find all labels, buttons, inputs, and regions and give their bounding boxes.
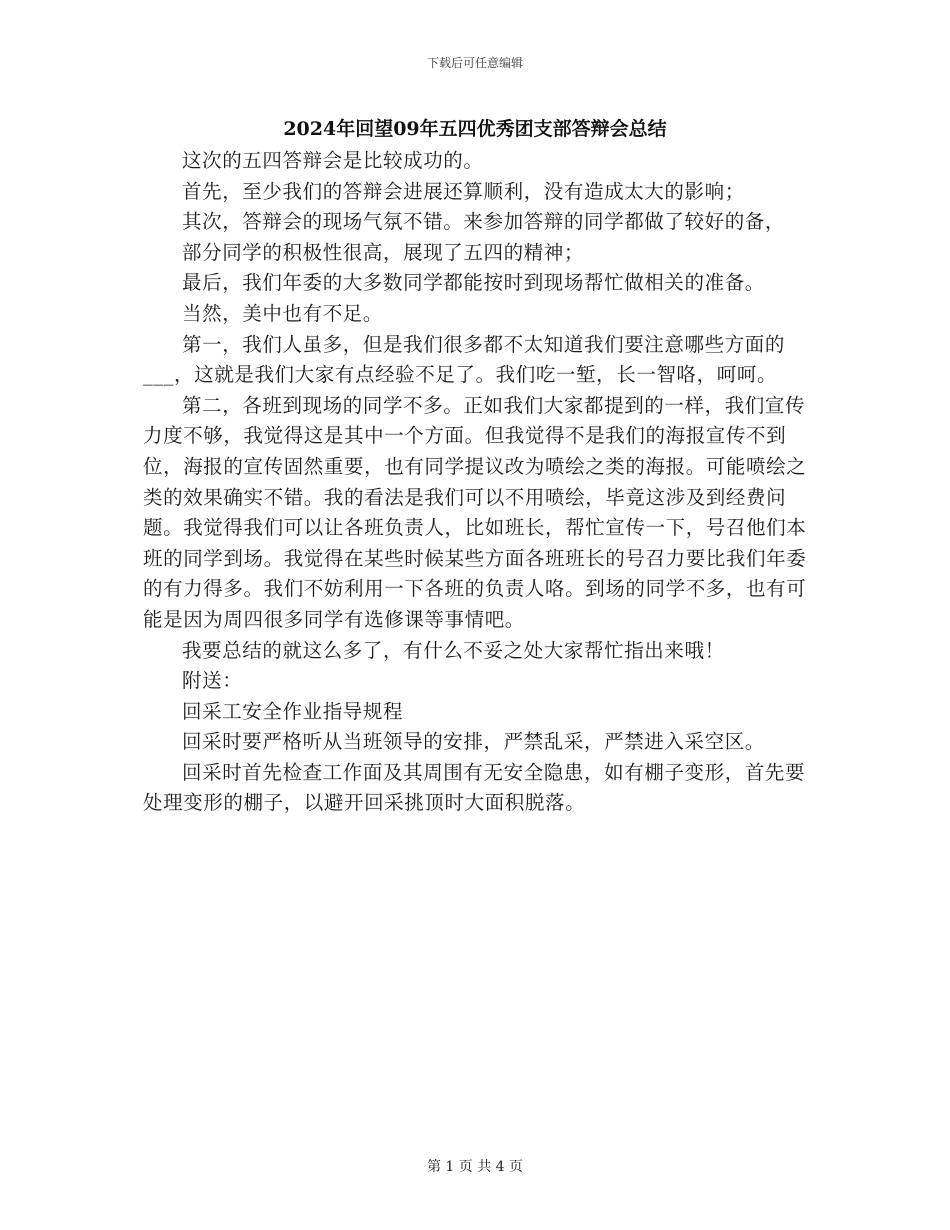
paragraph: 第二，各班到现场的同学不多。正如我们大家都提到的一样，我们宣传力度不够，我觉得这是其中一个方面。但我觉得不是我们的海报宣传不到位，海报的宣传固然重要，也有同学提议改为喷绘之类的海报。可能喷绘之类的效果确实不错。我的看法是我们可以不用喷绘，毕竟这涉及到经费问题。我觉得我们可以让各班负责人，比如班长，帮忙宣传一下，号召他们本班的同学到场。我觉得在某些时候某些方面各班班长的号召力要比我们年委的有力得多。我们不妨利用一下各班的负责人咯。到场的同学不多，也有可能是因为周四很多同学有选修课等事情吧。 bbox=[143, 393, 807, 631]
paragraph: 部分同学的积极性很高，展现了五四的精神； bbox=[182, 240, 585, 264]
header-note: 下载后可任意编辑 bbox=[426, 56, 523, 70]
paragraph: 当然，美中也有不足。 bbox=[182, 301, 384, 325]
paragraph: 回采时首先检查工作面及其周围有无安全隐患，如有棚子变形，首先要处理变形的棚子，以避开回采挑顶时大面积脱落。 bbox=[143, 760, 806, 815]
paragraph: 首先，至少我们的答辩会进展还算顺利，没有造成太大的影响； bbox=[182, 179, 745, 203]
paragraph: 回采时要严格听从当班领导的安排，严禁乱采，严禁进入采空区。 bbox=[182, 730, 765, 754]
paragraph: 附送： bbox=[182, 669, 243, 693]
paragraph: 我要总结的就这么多了，有什么不妥之处大家帮忙指出来哦！ bbox=[182, 638, 725, 662]
paragraph: 回采工安全作业指导规程 bbox=[182, 699, 404, 723]
paragraph: 第一，我们人虽多，但是我们很多都不太知道我们要注意哪些方面的___，这就是我们大家有点经验不足了。我们吃一堑，长一智咯，呵呵。 bbox=[143, 332, 786, 387]
document-title: 2024年回望09年五四优秀团支部答辩会总结 bbox=[283, 118, 667, 140]
paragraph: 这次的五四答辩会是比较成功的。 bbox=[182, 149, 484, 172]
page-number: 第 1 页 共 4 页 bbox=[426, 1159, 524, 1175]
document-body bbox=[143, 146, 813, 819]
paragraph: 最后，我们年委的大多数同学都能按时到现场帮忙做相关的准备。 bbox=[182, 271, 765, 295]
paragraph: 其次，答辩会的现场气氛不错。来参加答辩的同学都做了较好的备， bbox=[182, 210, 786, 234]
